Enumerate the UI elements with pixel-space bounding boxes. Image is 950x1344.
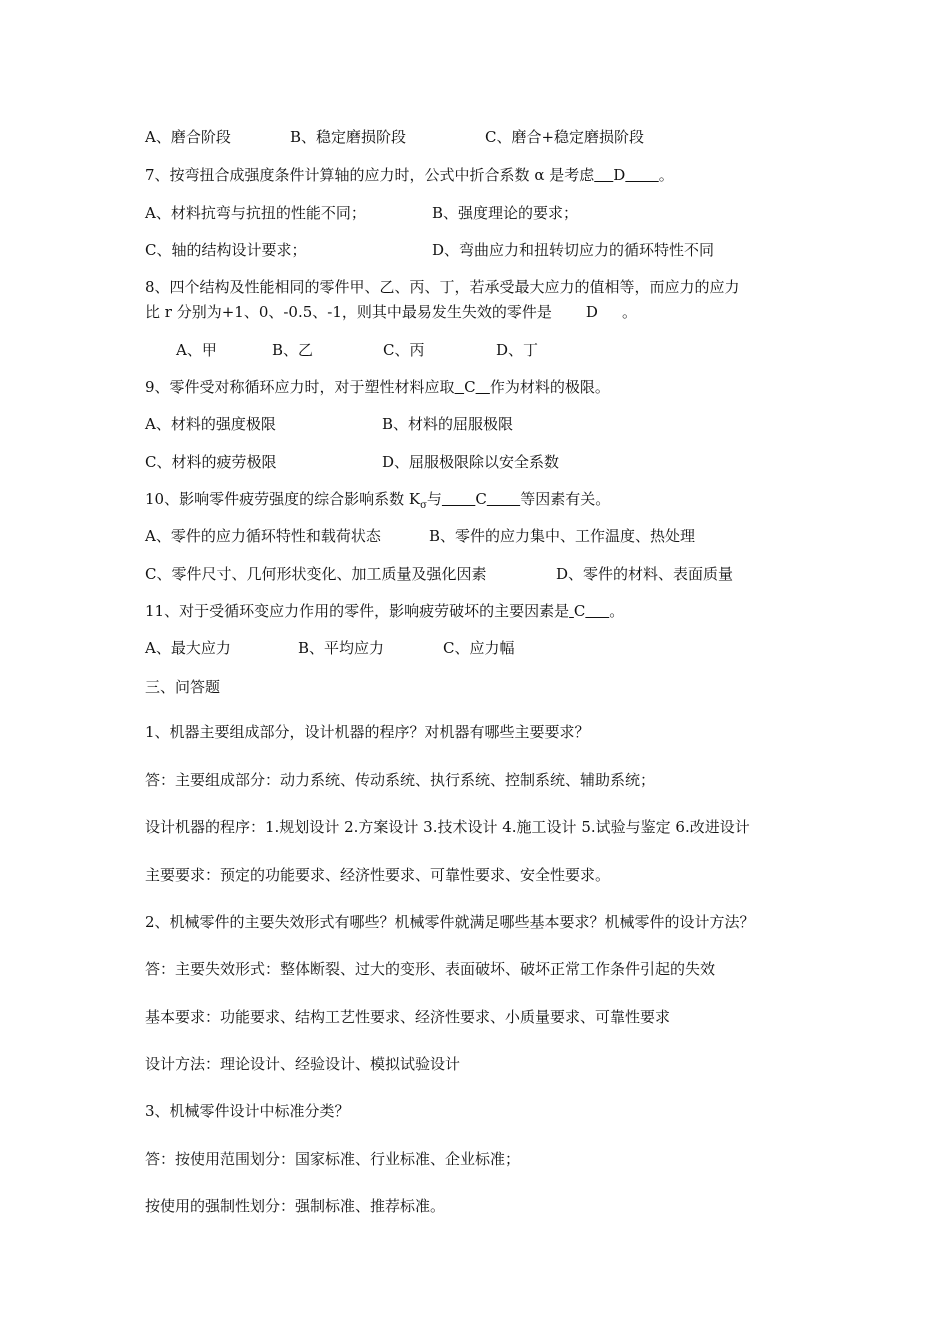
qa1-answer-2: 设计机器的程序：1.规划设计 2.方案设计 3.技术设计 4.施工设计 5.试验与鉴定 6.改进设计 [145, 818, 750, 836]
option-c: C、应力幅 [443, 639, 515, 657]
qa2-answer-1: 答：主要失效形式：整体断裂、过大的变形、表面破坏、破坏正常工作条件引起的失效 [145, 960, 716, 978]
option-c: C、轴的结构设计要求； [145, 241, 307, 259]
qa3-answer-2: 按使用的强制性划分：强制标准、推荐标准。 [145, 1197, 446, 1215]
option-a: A、零件的应力循环特性和载荷状态 [145, 527, 381, 545]
question-suffix: 。 [609, 602, 625, 620]
question-text: 比 r 分别为+1、0、-0.5、-1，则其中最易发生失效的零件是 [145, 303, 552, 321]
option-d: D、屈服极限除以安全系数 [382, 453, 560, 471]
q6-options [145, 127, 645, 147]
option-b: B、材料的屈服极限 [382, 415, 514, 433]
answer: C [475, 490, 487, 508]
question-suffix: 。 [658, 166, 674, 184]
option-d: D、弯曲应力和扭转切应力的循环特性不同 [432, 241, 715, 259]
question-8-line1: 8、四个结构及性能相同的零件甲、乙、丙、丁，若承受最大应力的值相等，而应力的应力 [145, 278, 740, 296]
answer-blank [442, 489, 520, 509]
answer-blank [594, 165, 659, 185]
option-c: C、材料的疲劳极限 [145, 453, 277, 471]
option-c: C、零件尺寸、几何形状变化、加工质量及强化因素 [145, 565, 487, 583]
qa1-answer-1: 答：主要组成部分：动力系统、传动系统、执行系统、控制系统、辅助系统； [145, 771, 656, 789]
option-d: D、零件的材料、表面质量 [556, 565, 734, 583]
option-b: B、稳定磨损阶段 [290, 128, 407, 146]
q10-options-row1 [145, 526, 696, 546]
answer: C [573, 602, 586, 620]
question-text-mid: 与 [426, 490, 442, 508]
question-11 [145, 601, 624, 621]
question-text: 10、影响零件疲劳强度的综合影响系数 K [145, 490, 421, 508]
question-text: 9、零件受对称循环应力时，对于塑性材料应取 [145, 378, 455, 396]
qa2-question: 2、机械零件的主要失效形式有哪些？机械零件就满足哪些基本要求？机械零件的设计方法？ [145, 913, 755, 931]
question-8-line2 [145, 302, 637, 322]
option-b: B、平均应力 [298, 639, 385, 657]
q11-options [145, 638, 515, 658]
option-a: A、材料抗弯与抗扭的性能不同； [145, 204, 366, 222]
option-b: B、零件的应力集中、工作温度、热处理 [429, 527, 696, 545]
qa2-answer-2: 基本要求：功能要求、结构工艺性要求、经济性要求、小质量要求、可靠性要求 [145, 1008, 671, 1026]
option-c: C、磨合+稳定磨损阶段 [485, 128, 645, 146]
option-c: C、丙 [383, 341, 425, 359]
question-suffix: 作为材料的极限。 [489, 378, 610, 396]
question-suffix: 等因素有关。 [520, 490, 611, 508]
qa1-question: 1、机器主要组成部分，设计机器的程序？对机器有哪些主要要求？ [145, 723, 590, 741]
q8-options [176, 340, 539, 360]
answer: D [585, 303, 598, 321]
option-d: D、丁 [496, 341, 539, 359]
answer: C [464, 378, 476, 396]
option-a: A、最大应力 [145, 639, 231, 657]
question-suffix: 。 [621, 303, 637, 321]
section-title: 三、问答题 [145, 678, 221, 696]
question-10 [145, 489, 610, 516]
question-text: 7、按弯扭合成强度条件计算轴的应力时，公式中折合系数 α 是考虑 [145, 166, 595, 184]
q10-options-row2 [145, 564, 734, 584]
option-a: A、材料的强度极限 [145, 415, 276, 433]
option-a: A、磨合阶段 [145, 128, 231, 146]
q9-options-row2 [145, 452, 560, 472]
question-7 [145, 165, 674, 185]
option-b: B、强度理论的要求； [432, 204, 579, 222]
question-text: 11、对于受循环变应力作用的零件，影响疲劳破坏的主要因素是 [145, 602, 570, 620]
q7-options-row1 [145, 203, 579, 223]
qa2-answer-3: 设计方法：理论设计、经验设计、模拟试验设计 [145, 1055, 461, 1073]
qa3-answer-1: 答：按使用范围划分：国家标准、行业标准、企业标准； [145, 1150, 521, 1168]
q7-options-row2 [145, 240, 715, 260]
option-a: A、甲 [176, 341, 217, 359]
subscript: σ [420, 500, 427, 511]
q9-options-row1 [145, 414, 514, 434]
answer-blank [455, 377, 490, 397]
answer-blank [569, 601, 609, 621]
answer: D [613, 166, 626, 184]
option-b: B、乙 [272, 341, 314, 359]
question-9 [145, 377, 610, 397]
qa3-question: 3、机械零件设计中标准分类？ [145, 1102, 350, 1120]
qa1-answer-3: 主要要求：预定的功能要求、经济性要求、可靠性要求、安全性要求。 [145, 866, 611, 884]
